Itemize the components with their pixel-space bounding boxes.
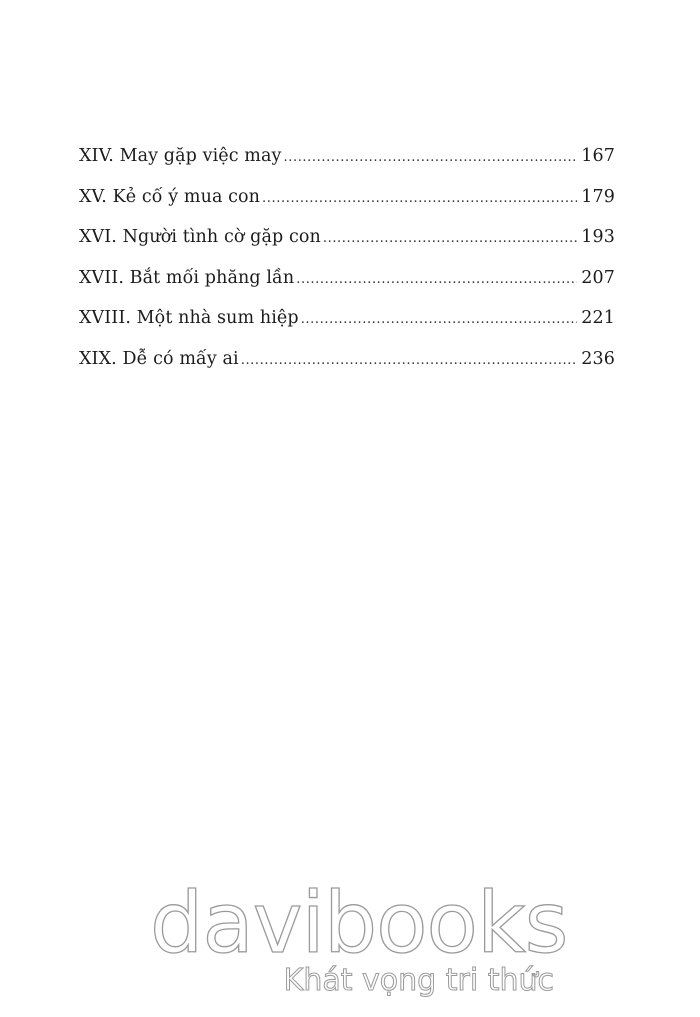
toc-entry-title: XV. Kẻ cố ý mua con	[79, 186, 261, 207]
publisher-watermark	[150, 874, 568, 998]
toc-entry-title: XIX. Dễ có mấy ai	[79, 348, 239, 369]
toc-entry	[79, 187, 615, 228]
toc-entry-title: XVI. Người tình cờ gặp con	[79, 227, 321, 247]
toc-entry-page: 179	[581, 186, 615, 207]
toc-dot-leader	[296, 272, 577, 287]
toc-entry	[79, 227, 615, 268]
toc-entry-page: 167	[581, 146, 615, 166]
toc-entry	[79, 308, 615, 349]
toc-dot-leader	[323, 231, 577, 246]
toc-entry-page: 221	[581, 308, 615, 328]
toc-dot-leader	[262, 191, 577, 206]
watermark-brand: davibooks	[150, 874, 568, 972]
toc-dot-leader	[301, 312, 578, 327]
toc-entry-title: XVIII. Một nhà sum hiệp	[79, 308, 299, 328]
toc-entry-page: 207	[581, 267, 615, 288]
toc-entry-title: XVII. Bắt mối phăng lần	[79, 267, 295, 288]
toc-entry	[79, 349, 615, 390]
watermark-slogan: Khát vọng tri thức	[283, 963, 554, 998]
toc-dot-leader	[241, 353, 578, 368]
toc-entry-page: 193	[581, 227, 615, 247]
toc-dot-leader	[284, 150, 578, 165]
table-of-contents	[79, 146, 615, 389]
toc-entry-page: 236	[581, 348, 615, 369]
toc-entry	[79, 146, 615, 187]
toc-entry	[79, 268, 615, 309]
toc-entry-title: XIV. May gặp việc may	[79, 146, 282, 166]
